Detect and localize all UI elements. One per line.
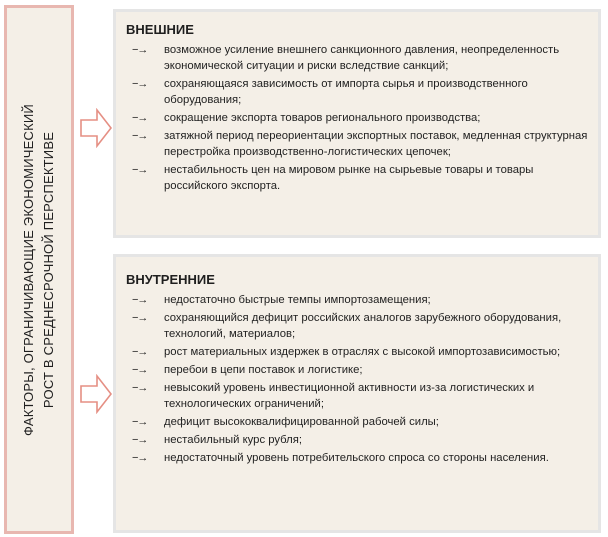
arrow-right-icon: [80, 108, 112, 148]
factors-label-line-2: РОСТ В СРЕДНЕСРОЧНОЙ ПЕРСПЕКТИВЕ: [41, 131, 56, 408]
arrow-bullet-icon: −→: [132, 364, 148, 376]
list-item-text: рост материальных издержек в отраслях с высокой импортозависимостью;: [164, 346, 561, 358]
list-item: [126, 414, 590, 430]
list-item: [126, 128, 590, 160]
list-item: [126, 450, 590, 466]
list-item-text: перебои в цепи поставок и логистике;: [164, 364, 363, 376]
list-item-text: сокращение экспорта товаров регионального производства;: [164, 112, 481, 124]
list-item-text: дефицит высококвалифицированной рабочей силы;: [164, 416, 439, 428]
arrow-bullet-icon: −→: [132, 382, 148, 394]
list-item: [126, 76, 590, 108]
list-item: [126, 310, 590, 342]
arrow-bullet-icon: −→: [132, 312, 148, 324]
list-item-text: возможное усиление внешнего санкционного давления, неопределенность экономической ситуации и риски вследствие санкций;: [164, 44, 560, 72]
list-item-text: недостаточный уровень потребительского спроса со стороны населения.: [164, 452, 549, 464]
arrow-bullet-icon: −→: [132, 164, 148, 176]
arrow-bullet-icon: −→: [132, 294, 148, 306]
list-item-text: недостаточно быстрые темпы импортозамещения;: [164, 294, 431, 306]
list-item-text: нестабильность цен на мировом рынке на сырьевые товары и товары российского экспорта.: [164, 164, 534, 192]
factors-label: [19, 20, 59, 520]
external-title: ВНЕШНИЕ: [126, 22, 194, 37]
internal-factors-panel: [113, 254, 601, 533]
list-item: [126, 432, 590, 448]
list-item-text: сохраняющийся дефицит российских аналогов зарубежного оборудования, технологий, материалов;: [164, 312, 562, 340]
factors-label-line-1: ФАКТОРЫ, ОГРАНИЧИВАЮЩИЕ ЭКОНОМИЧЕСКИЙ: [21, 103, 36, 436]
arrow-bullet-icon: −→: [132, 130, 148, 142]
list-item: [126, 362, 590, 378]
arrow-bullet-icon: −→: [132, 78, 148, 90]
arrow-bullet-icon: −→: [132, 416, 148, 428]
list-item-text: нестабильный курс рубля;: [164, 434, 302, 446]
internal-title: ВНУТРЕННИЕ: [126, 272, 215, 287]
list-item: [126, 344, 590, 360]
list-item: [126, 110, 590, 126]
arrow-right-icon: [80, 374, 112, 414]
list-item-text: сохраняющаяся зависимость от импорта сырья и производственного оборудования;: [164, 78, 528, 106]
list-item-text: невысокий уровень инвестиционной активности из-за логистических и технологических ограничений;: [164, 382, 535, 410]
factors-label-box: [4, 5, 74, 534]
list-item: [126, 42, 590, 74]
list-item: [126, 380, 590, 412]
external-factors-list: [126, 42, 590, 194]
list-item: [126, 292, 590, 308]
arrow-bullet-icon: −→: [132, 112, 148, 124]
arrow-bullet-icon: −→: [132, 44, 148, 56]
arrow-bullet-icon: −→: [132, 434, 148, 446]
list-item-text: затяжной период переориентации экспортных поставок, медленная структурная перестройка производственно-логистических цепочек;: [164, 130, 588, 158]
internal-factors-list: [126, 292, 590, 466]
external-factors-panel: [113, 9, 601, 238]
arrow-bullet-icon: −→: [132, 452, 148, 464]
list-item: [126, 162, 590, 194]
arrow-bullet-icon: −→: [132, 346, 148, 358]
